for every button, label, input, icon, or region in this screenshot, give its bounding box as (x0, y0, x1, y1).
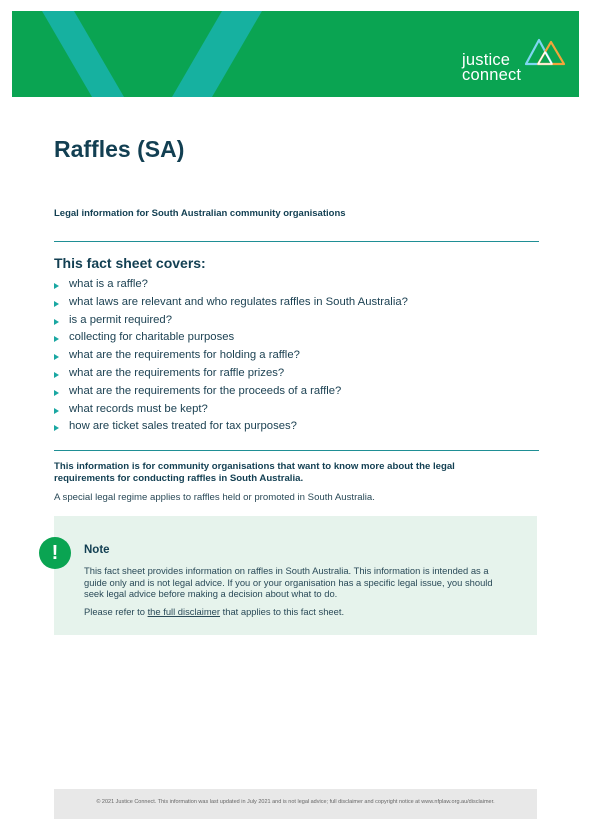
logo-text-line1: justice (462, 51, 511, 69)
bullet-arrow-icon (54, 408, 59, 414)
list-item-text: what are the requirements for raffle prizes? (69, 366, 285, 379)
bullet-arrow-icon (54, 390, 59, 396)
note-ref-suffix: that applies to this fact sheet. (220, 606, 345, 617)
full-disclaimer-link[interactable]: the full disclaimer (147, 606, 221, 617)
banner-stripes-graphic (12, 11, 312, 97)
footer (54, 789, 537, 819)
intro-text: A special legal regime applies to raffles held or promoted in South Australia. (54, 492, 375, 503)
list-item-text: is a permit required? (69, 313, 172, 326)
list-item (54, 294, 408, 312)
list-item-text: what is a raffle? (69, 278, 148, 290)
note-heading: Note (84, 544, 110, 556)
list-item (54, 365, 408, 383)
bullet-arrow-icon (54, 425, 59, 431)
list-item-text: what laws are relevant and who regulates raffles in South Australia? (69, 295, 408, 308)
list-item (54, 347, 408, 365)
list-item-text: what records must be kept? (69, 402, 208, 415)
covers-list (54, 276, 408, 436)
intro-bold-text: This information is for community organisations that want to know more about the legal requirements for conducting raffles in South Australia. (54, 461, 455, 484)
covers-heading: This fact sheet covers: (54, 255, 206, 271)
bullet-arrow-icon (54, 354, 59, 360)
list-item-text: what are the requirements for holding a raffle? (69, 349, 300, 362)
list-item-text: how are ticket sales treated for tax purposes? (69, 420, 297, 433)
list-item (54, 329, 408, 347)
divider (54, 241, 539, 242)
list-item (54, 401, 408, 419)
note-ref-prefix: Please refer to (84, 606, 148, 617)
page-title: Raffles (SA) (54, 136, 185, 162)
note-reference (84, 606, 344, 617)
justice-connect-logo[interactable] (452, 36, 567, 86)
bullet-arrow-icon (54, 336, 59, 342)
header-banner (12, 11, 579, 97)
logo-triangles-icon (525, 36, 567, 72)
bullet-arrow-icon (54, 283, 59, 289)
list-item-text: collecting for charitable purposes (69, 331, 235, 344)
bullet-arrow-icon (54, 319, 59, 325)
footer-text: © 2021 Justice Connect. This information was last updated in July 2021 and is not legal advice; full disclaimer and copyright notice at www.nfplaw.org.au/disclaimer. (96, 799, 495, 805)
list-item (54, 276, 408, 294)
bullet-arrow-icon (54, 301, 59, 307)
list-item-text: what are the requirements for the proceeds of a raffle? (69, 384, 342, 397)
logo-text-line2: connect (462, 66, 522, 84)
list-item (54, 418, 408, 436)
list-item (54, 383, 408, 401)
note-body: This fact sheet provides information on raffles in South Australia. This information is intended as a guide only and is not legal advice. If you or your organisation has a specific legal issue, you should seek legal advice before making a decision about what to do. (84, 565, 493, 599)
divider (54, 450, 539, 451)
exclamation-icon: ! (39, 537, 71, 569)
page-subtitle: Legal information for South Australian community organisations (54, 208, 346, 219)
bullet-arrow-icon (54, 372, 59, 378)
list-item (54, 312, 408, 330)
